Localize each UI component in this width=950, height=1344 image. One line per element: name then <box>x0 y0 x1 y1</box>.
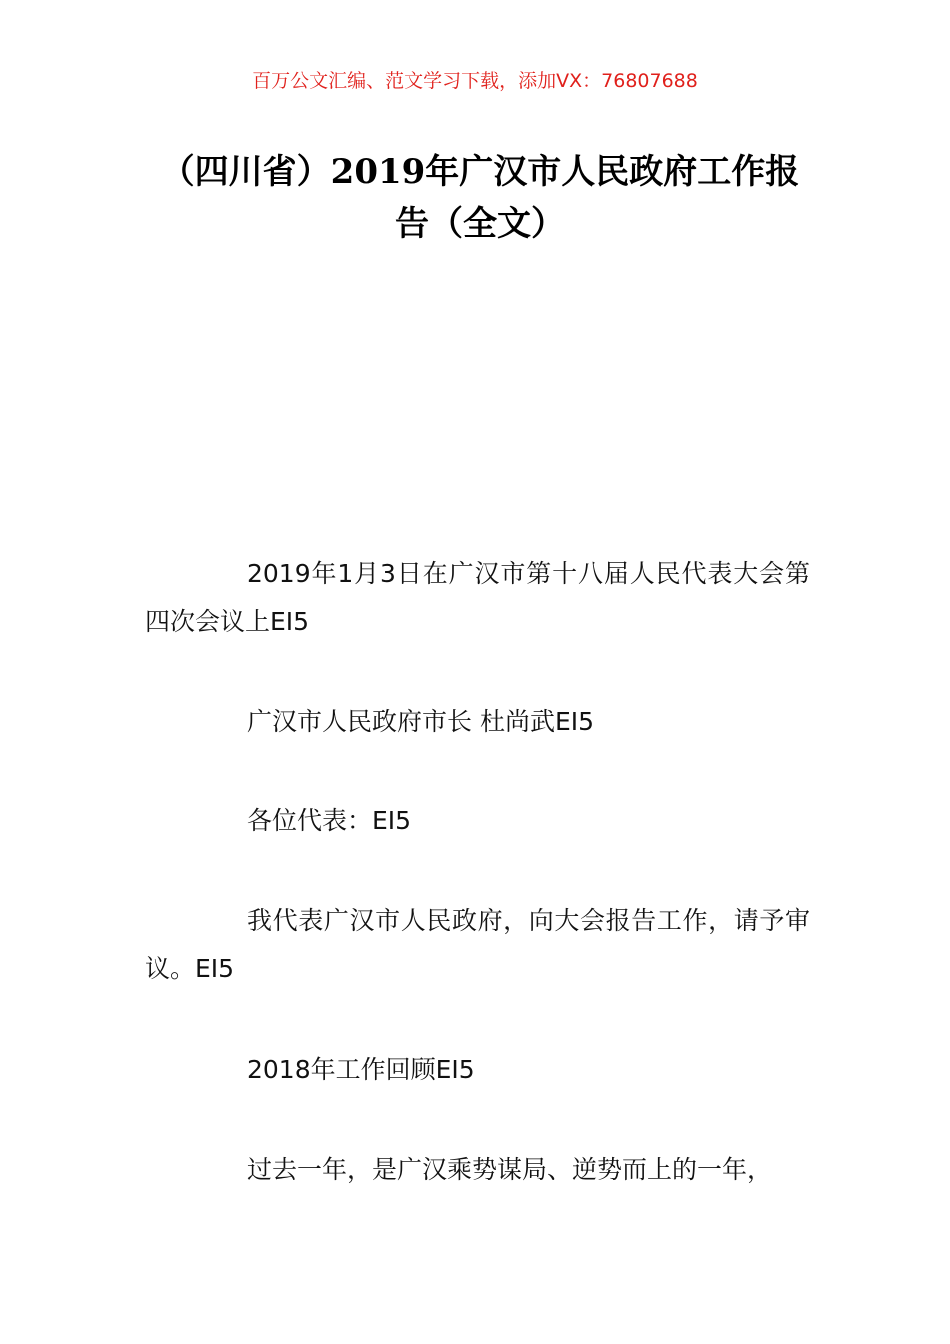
paragraph-mayor: 广汉市人民政府市长 杜尚武EI5 <box>247 707 595 736</box>
section-heading-2018-review: 2018年工作回顾EI5 <box>247 1055 475 1084</box>
document-title <box>150 146 810 250</box>
document-title-line-2: 告（全文） <box>395 204 565 244</box>
watermark-header-note: 百万公文汇编、范文学习下载，添加VX：76807688 <box>252 70 698 92</box>
paragraph-past-year: 过去一年，是广汉乘势谋局、逆势而上的一年， <box>247 1155 773 1184</box>
paragraph-meeting-date: 2019年1月3日在广汉市第十八届人民代表大会第四次会议上EI5 <box>145 559 810 636</box>
paragraph-opening: 我代表广汉市人民政府，向大会报告工作，请予审议。EI5 <box>145 906 810 983</box>
paragraph-salutation: 各位代表：EI5 <box>247 806 412 835</box>
document-title-line-1: （四川省）2019年广汉市人民政府工作报 <box>160 152 800 192</box>
